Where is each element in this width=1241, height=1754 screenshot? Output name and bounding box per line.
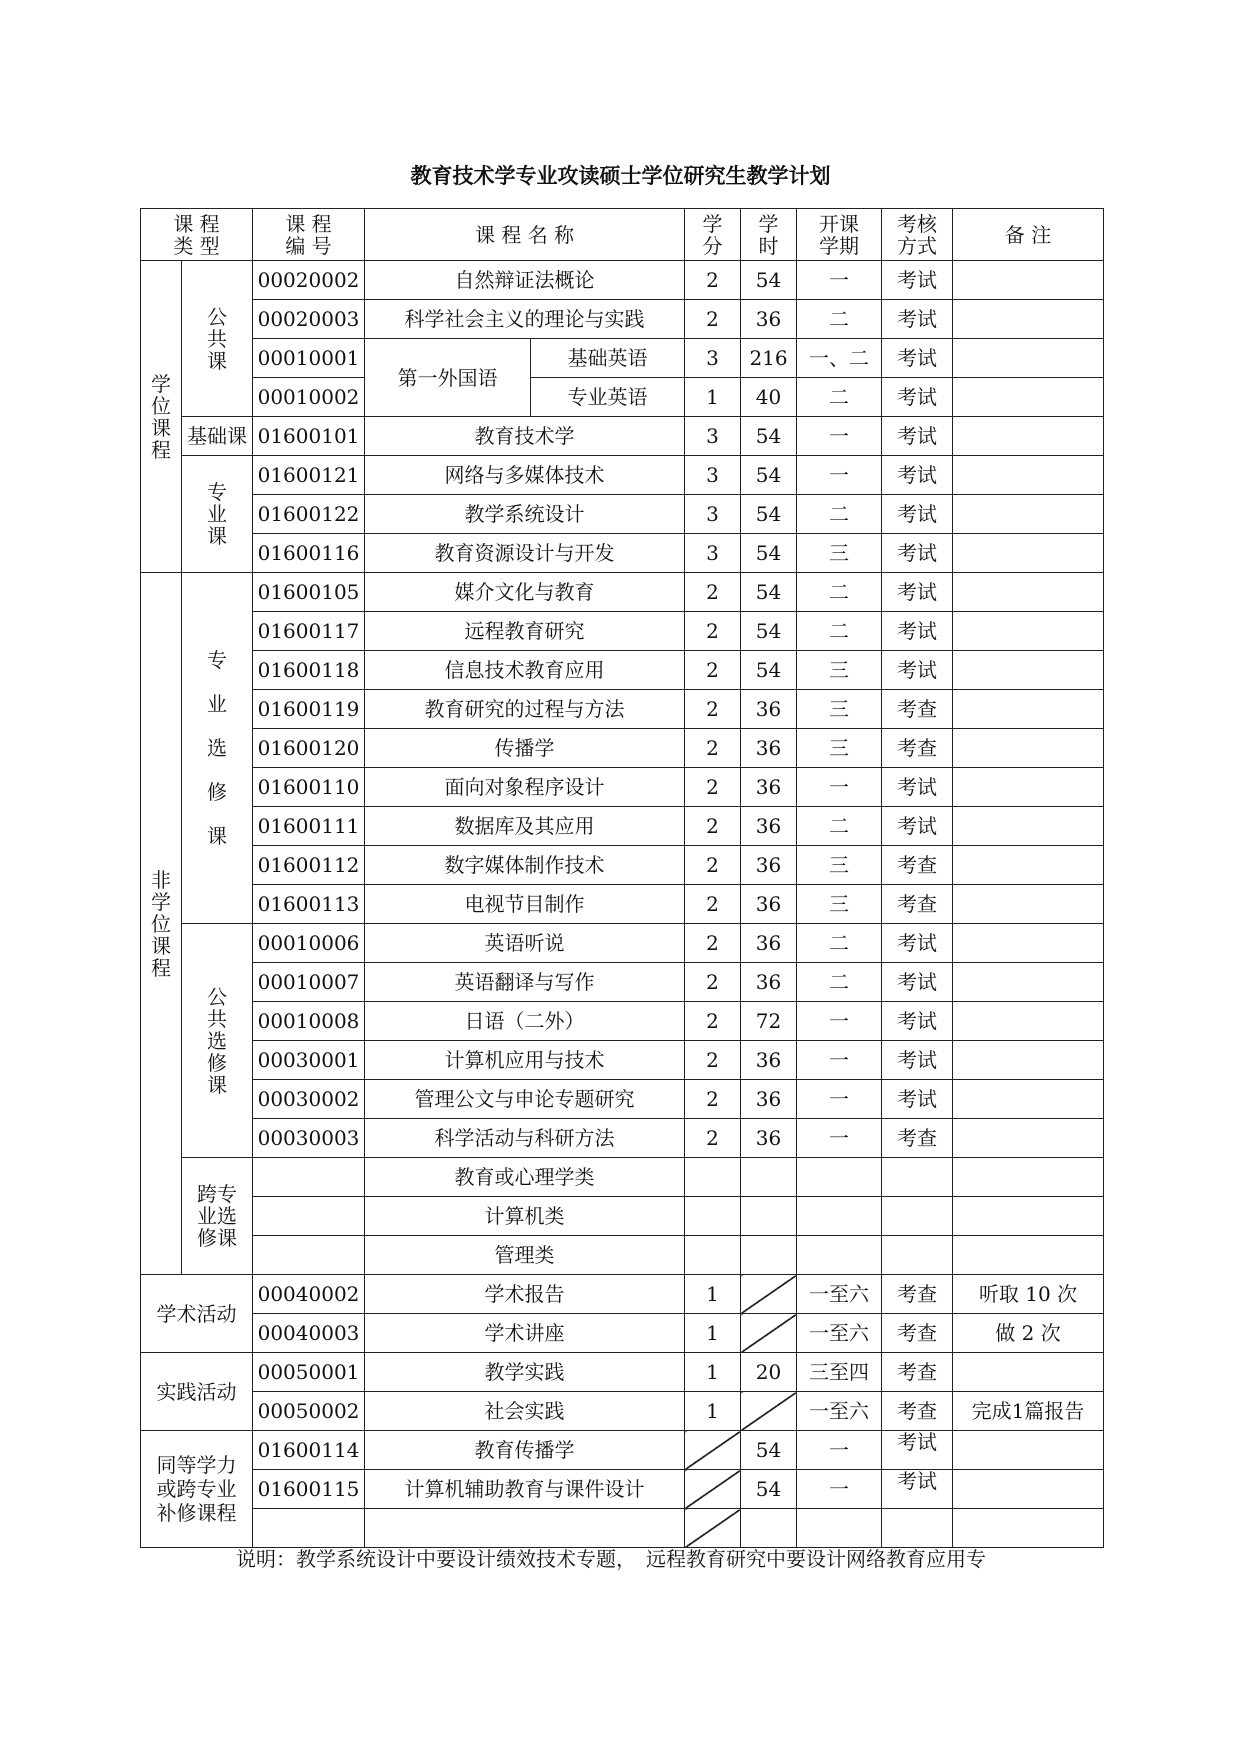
course-exam: 考试 [882, 456, 953, 495]
course-hours: 54 [741, 1431, 797, 1470]
header-name: 课 程 名 称 [365, 209, 685, 261]
group-basic: 基础课 [182, 417, 253, 456]
course-credit: 3 [685, 417, 741, 456]
footnote: 说明：教学系统设计中要设计绩效技术专题， 远程教育研究中要设计网络教育应用专 [236, 1547, 986, 1571]
course-term: 一 [797, 417, 882, 456]
course-code: 00010006 [253, 924, 365, 963]
table-row [141, 1431, 1104, 1470]
course-remark [953, 1509, 1104, 1548]
course-code: 00030003 [253, 1119, 365, 1158]
course-credit: 1 [685, 378, 741, 417]
course-code: 01600113 [253, 885, 365, 924]
course-exam [882, 1197, 953, 1236]
course-term: 一至六 [797, 1392, 882, 1431]
course-term: 一 [797, 1041, 882, 1080]
course-code: 00020002 [253, 261, 365, 300]
course-exam: 考查 [882, 846, 953, 885]
course-name: 社会实践 [365, 1392, 685, 1431]
table-row [141, 1080, 1104, 1119]
course-hours: 54 [741, 612, 797, 651]
table-row [141, 690, 1104, 729]
course-name: 专业英语 [531, 378, 685, 417]
header-type: 课 程 类 型 [141, 209, 253, 261]
table-row [141, 612, 1104, 651]
course-term: 一 [797, 768, 882, 807]
course-name: 教育研究的过程与方法 [365, 690, 685, 729]
course-credit: 2 [685, 1002, 741, 1041]
course-remark [953, 885, 1104, 924]
course-remark [953, 729, 1104, 768]
course-hours: 36 [741, 729, 797, 768]
course-hours: 54 [741, 456, 797, 495]
table-row [141, 1002, 1104, 1041]
course-name: 传播学 [365, 729, 685, 768]
table-row [141, 729, 1104, 768]
course-code: 01600114 [253, 1431, 365, 1470]
course-credit [685, 1236, 741, 1275]
course-term: 三 [797, 846, 882, 885]
group-cross-elective: 跨专 业选 修课 [182, 1158, 253, 1275]
course-hours: 36 [741, 846, 797, 885]
course-name: 英语翻译与写作 [365, 963, 685, 1002]
course-exam: 考试 [882, 807, 953, 846]
course-name: 教育或心理学类 [365, 1158, 685, 1197]
course-credit: 2 [685, 768, 741, 807]
course-remark [953, 1041, 1104, 1080]
course-term: 一 [797, 1431, 882, 1470]
course-name: 数字媒体制作技术 [365, 846, 685, 885]
course-code: 00020003 [253, 300, 365, 339]
course-exam: 考试 [882, 768, 953, 807]
course-remark [953, 807, 1104, 846]
course-code [253, 1197, 365, 1236]
course-term: 二 [797, 963, 882, 1002]
table-row [141, 1392, 1104, 1431]
course-exam: 考查 [882, 1353, 953, 1392]
course-name: 教育技术学 [365, 417, 685, 456]
group-public-elective: 公 共 选 修 课 [182, 924, 253, 1158]
course-hours [741, 1236, 797, 1275]
course-credit: 2 [685, 885, 741, 924]
course-exam: 考试 [882, 300, 953, 339]
course-exam: 考查 [882, 885, 953, 924]
group-practice: 实践活动 [141, 1353, 253, 1431]
course-exam: 考试 [882, 339, 953, 378]
course-exam: 考试 [882, 495, 953, 534]
course-remark [953, 1431, 1104, 1470]
course-name: 管理类 [365, 1236, 685, 1275]
table-row [141, 1158, 1104, 1197]
table-row [141, 495, 1104, 534]
course-credit: 2 [685, 261, 741, 300]
course-term: 一 [797, 1002, 882, 1041]
course-term: 三至四 [797, 1353, 882, 1392]
course-code [253, 1509, 365, 1548]
header-remark: 备 注 [953, 209, 1104, 261]
course-hours: 36 [741, 300, 797, 339]
course-code: 01600111 [253, 807, 365, 846]
course-code: 00010007 [253, 963, 365, 1002]
table-row [141, 807, 1104, 846]
course-credit: 1 [685, 1275, 741, 1314]
course-term: 二 [797, 573, 882, 612]
course-remark [953, 1158, 1104, 1197]
course-name: 教学实践 [365, 1353, 685, 1392]
course-exam: 考查 [882, 729, 953, 768]
course-term: 三 [797, 651, 882, 690]
course-credit-empty [685, 1431, 741, 1470]
course-term: 二 [797, 924, 882, 963]
course-remark: 做 2 次 [953, 1314, 1104, 1353]
course-credit: 2 [685, 300, 741, 339]
course-credit: 2 [685, 1041, 741, 1080]
course-remark [953, 1197, 1104, 1236]
course-name: 计算机应用与技术 [365, 1041, 685, 1080]
group-supplement: 同等学力 或跨专业 补修课程 [141, 1431, 253, 1548]
course-exam: 考试 [882, 651, 953, 690]
course-hours: 36 [741, 924, 797, 963]
course-hours: 36 [741, 690, 797, 729]
table-row [141, 378, 1104, 417]
course-credit: 3 [685, 495, 741, 534]
course-name: 学术讲座 [365, 1314, 685, 1353]
course-exam: 考查 [882, 1392, 953, 1431]
course-exam: 考试 [882, 1002, 953, 1041]
course-hours: 20 [741, 1353, 797, 1392]
course-remark [953, 534, 1104, 573]
course-hours-empty [741, 1275, 797, 1314]
course-code: 00010001 [253, 339, 365, 378]
table-row [141, 417, 1104, 456]
header-exam: 考核 方式 [882, 209, 953, 261]
course-code: 00030002 [253, 1080, 365, 1119]
table-row [141, 963, 1104, 1002]
course-term: 一、二 [797, 339, 882, 378]
course-credit: 2 [685, 846, 741, 885]
course-term: 一 [797, 1470, 882, 1509]
course-name: 科学社会主义的理论与实践 [365, 300, 685, 339]
course-exam: 考试 [882, 1041, 953, 1080]
course-code: 00050002 [253, 1392, 365, 1431]
course-exam: 考试 [882, 1431, 953, 1470]
course-credit: 1 [685, 1353, 741, 1392]
table-row [141, 651, 1104, 690]
header-credit: 学 分 [685, 209, 741, 261]
page-title: 教育技术学专业攻读硕士学位研究生教学计划 [410, 164, 831, 188]
course-credit [685, 1158, 741, 1197]
course-credit: 2 [685, 924, 741, 963]
course-hours: 216 [741, 339, 797, 378]
table-row [141, 1236, 1104, 1275]
course-remark [953, 495, 1104, 534]
course-credit: 3 [685, 339, 741, 378]
course-group-foreign: 第一外国语 [365, 339, 531, 417]
course-hours: 54 [741, 573, 797, 612]
course-credit: 2 [685, 1119, 741, 1158]
course-code: 01600121 [253, 456, 365, 495]
course-remark [953, 339, 1104, 378]
course-exam: 考试 [882, 573, 953, 612]
table-header-row [141, 209, 1104, 261]
course-code: 00010008 [253, 1002, 365, 1041]
course-remark [953, 1470, 1104, 1509]
course-remark [953, 1002, 1104, 1041]
course-hours: 36 [741, 768, 797, 807]
course-name: 计算机辅助教育与课件设计 [365, 1470, 685, 1509]
course-hours: 36 [741, 1119, 797, 1158]
course-exam: 考查 [882, 690, 953, 729]
table-row [141, 1314, 1104, 1353]
table-row [141, 1509, 1104, 1548]
course-name: 科学活动与科研方法 [365, 1119, 685, 1158]
course-remark [953, 1119, 1104, 1158]
table-row [141, 534, 1104, 573]
course-exam: 考试 [882, 378, 953, 417]
course-credit [685, 1197, 741, 1236]
group-major-elective: 专 业 选 修 课 [182, 573, 253, 924]
header-hours: 学 时 [741, 209, 797, 261]
course-term: 一至六 [797, 1314, 882, 1353]
course-credit-empty [685, 1509, 741, 1548]
course-code [253, 1236, 365, 1275]
table-row [141, 261, 1104, 300]
course-hours: 36 [741, 807, 797, 846]
course-term: 二 [797, 807, 882, 846]
table-row [141, 1470, 1104, 1509]
course-code: 01600101 [253, 417, 365, 456]
course-hours: 72 [741, 1002, 797, 1041]
course-credit: 2 [685, 1080, 741, 1119]
course-remark [953, 690, 1104, 729]
course-credit: 2 [685, 807, 741, 846]
course-code: 01600117 [253, 612, 365, 651]
course-name: 教学系统设计 [365, 495, 685, 534]
course-name: 计算机类 [365, 1197, 685, 1236]
course-exam: 考查 [882, 1275, 953, 1314]
course-code: 01600122 [253, 495, 365, 534]
course-credit: 2 [685, 963, 741, 1002]
course-exam [882, 1509, 953, 1548]
course-code: 00030001 [253, 1041, 365, 1080]
course-code: 01600119 [253, 690, 365, 729]
course-name: 英语听说 [365, 924, 685, 963]
group-nondegree: 非 学 位 课 程 [141, 573, 182, 1275]
course-exam: 考试 [882, 417, 953, 456]
course-hours [741, 1197, 797, 1236]
table-row [141, 1275, 1104, 1314]
table-row [141, 573, 1104, 612]
course-credit: 2 [685, 690, 741, 729]
course-code: 01600110 [253, 768, 365, 807]
course-hours-empty [741, 1314, 797, 1353]
course-name [365, 1509, 685, 1548]
course-remark [953, 1080, 1104, 1119]
course-name: 面向对象程序设计 [365, 768, 685, 807]
course-term: 一 [797, 1080, 882, 1119]
course-hours: 54 [741, 534, 797, 573]
course-hours: 36 [741, 1080, 797, 1119]
course-code: 00040003 [253, 1314, 365, 1353]
teaching-plan-table [140, 208, 1104, 1548]
course-term: 一至六 [797, 1275, 882, 1314]
course-code: 01600105 [253, 573, 365, 612]
course-credit: 2 [685, 573, 741, 612]
course-term: 三 [797, 534, 882, 573]
course-remark [953, 573, 1104, 612]
table-row [141, 1353, 1104, 1392]
course-hours: 36 [741, 885, 797, 924]
course-credit: 3 [685, 534, 741, 573]
course-hours [741, 1158, 797, 1197]
course-term: 一 [797, 456, 882, 495]
course-code: 01600112 [253, 846, 365, 885]
course-exam [882, 1236, 953, 1275]
header-code: 课 程 编 号 [253, 209, 365, 261]
group-degree: 学 位 课 程 [141, 261, 182, 573]
course-exam [882, 1158, 953, 1197]
course-name: 网络与多媒体技术 [365, 456, 685, 495]
table-row [141, 1197, 1104, 1236]
course-remark [953, 1353, 1104, 1392]
course-name: 数据库及其应用 [365, 807, 685, 846]
course-hours: 54 [741, 1470, 797, 1509]
course-exam: 考试 [882, 1080, 953, 1119]
group-academic: 学术活动 [141, 1275, 253, 1353]
course-term [797, 1158, 882, 1197]
course-hours-empty [741, 1392, 797, 1431]
course-term: 一 [797, 261, 882, 300]
course-remark [953, 456, 1104, 495]
course-exam: 考试 [882, 612, 953, 651]
course-name: 自然辩证法概论 [365, 261, 685, 300]
course-code: 00010002 [253, 378, 365, 417]
course-term: 三 [797, 729, 882, 768]
course-remark [953, 768, 1104, 807]
course-exam: 考试 [882, 1470, 953, 1509]
course-remark [953, 963, 1104, 1002]
table-row [141, 1119, 1104, 1158]
course-term [797, 1197, 882, 1236]
table-row [141, 768, 1104, 807]
course-exam: 考查 [882, 1119, 953, 1158]
group-public: 公 共 课 [182, 261, 253, 417]
course-term [797, 1509, 882, 1548]
course-code [253, 1158, 365, 1197]
table-row [141, 300, 1104, 339]
course-credit: 2 [685, 612, 741, 651]
course-remark [953, 846, 1104, 885]
course-code: 01600115 [253, 1470, 365, 1509]
course-term [797, 1236, 882, 1275]
course-remark [953, 417, 1104, 456]
course-name: 远程教育研究 [365, 612, 685, 651]
table-row [141, 846, 1104, 885]
course-remark [953, 300, 1104, 339]
course-hours: 54 [741, 261, 797, 300]
course-exam: 考试 [882, 963, 953, 1002]
course-term: 二 [797, 495, 882, 534]
course-credit: 3 [685, 456, 741, 495]
header-term: 开课 学期 [797, 209, 882, 261]
course-exam: 考试 [882, 534, 953, 573]
course-exam: 考查 [882, 1314, 953, 1353]
course-term: 二 [797, 300, 882, 339]
course-credit: 1 [685, 1392, 741, 1431]
course-code: 00040002 [253, 1275, 365, 1314]
course-hours: 36 [741, 963, 797, 1002]
course-hours: 40 [741, 378, 797, 417]
course-hours: 54 [741, 651, 797, 690]
table-row [141, 885, 1104, 924]
course-hours [741, 1509, 797, 1548]
course-code: 01600120 [253, 729, 365, 768]
course-remark: 听取 10 次 [953, 1275, 1104, 1314]
course-remark [953, 924, 1104, 963]
course-name: 教育传播学 [365, 1431, 685, 1470]
table-row [141, 924, 1104, 963]
course-credit: 2 [685, 651, 741, 690]
course-name: 基础英语 [531, 339, 685, 378]
table-row [141, 456, 1104, 495]
course-code: 01600116 [253, 534, 365, 573]
course-exam: 考试 [882, 261, 953, 300]
course-term: 三 [797, 885, 882, 924]
course-credit-empty [685, 1470, 741, 1509]
course-code: 00050001 [253, 1353, 365, 1392]
course-hours: 54 [741, 417, 797, 456]
course-remark [953, 261, 1104, 300]
table-row [141, 1041, 1104, 1080]
course-name: 教育资源设计与开发 [365, 534, 685, 573]
course-exam: 考试 [882, 924, 953, 963]
course-remark [953, 378, 1104, 417]
course-name: 信息技术教育应用 [365, 651, 685, 690]
course-term: 二 [797, 378, 882, 417]
course-credit: 1 [685, 1314, 741, 1353]
course-remark [953, 612, 1104, 651]
course-remark [953, 1236, 1104, 1275]
course-hours: 54 [741, 495, 797, 534]
course-hours: 36 [741, 1041, 797, 1080]
course-term: 一 [797, 1119, 882, 1158]
course-remark: 完成1篇报告 [953, 1392, 1104, 1431]
course-code: 01600118 [253, 651, 365, 690]
course-name: 学术报告 [365, 1275, 685, 1314]
course-name: 日语（二外） [365, 1002, 685, 1041]
course-credit: 2 [685, 729, 741, 768]
table-row [141, 339, 1104, 378]
course-name: 电视节目制作 [365, 885, 685, 924]
course-name: 媒介文化与教育 [365, 573, 685, 612]
course-term: 三 [797, 690, 882, 729]
course-name: 管理公文与申论专题研究 [365, 1080, 685, 1119]
course-remark [953, 651, 1104, 690]
course-term: 二 [797, 612, 882, 651]
group-major: 专 业 课 [182, 456, 253, 573]
